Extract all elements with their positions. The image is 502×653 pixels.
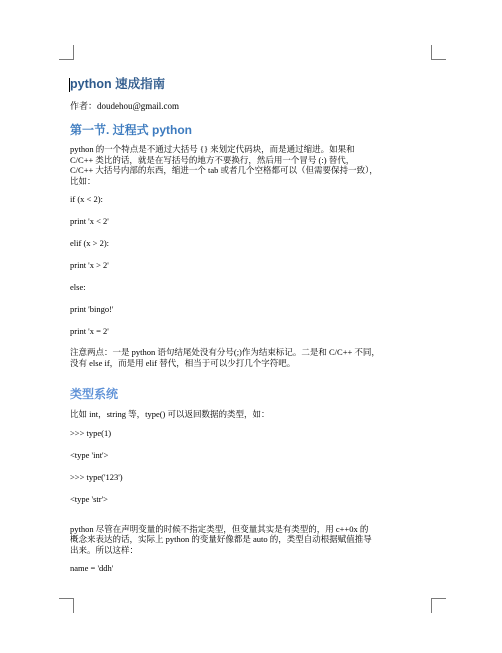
code-line: >>> type(1): [70, 427, 112, 438]
code-line: >>> type('123'): [70, 471, 123, 482]
section2-para-line: 出来。所以这样：: [70, 544, 139, 555]
section1-intro-line: C/C++ 大括号内部的东西，缩进一个 tab 或者几个空格都可以（但需要保持一致），: [70, 165, 378, 175]
code-line: print 'x = 2': [70, 326, 109, 336]
section2-intro: 比如 int，string 等，type() 可以返回数据的类型，如：: [70, 409, 270, 419]
code-line: if (x < 2):: [70, 194, 103, 204]
code-line: print 'x < 2': [70, 216, 109, 226]
crop-mark-bottom-right: [431, 598, 446, 613]
section1-intro-line: C/C++ 类比的话，就是在写括号的地方不要换行，然后用一个冒号 (:) 替代，: [70, 154, 355, 165]
code-line: <type 'int'>: [70, 449, 109, 460]
section1-intro-line: 比如：: [70, 175, 96, 186]
code-line: print 'bingo!': [70, 304, 114, 314]
section1-heading: 第一节. 过程式 python: [70, 123, 192, 137]
blank-line: [70, 515, 440, 524]
section2-heading: 类型系统: [70, 387, 119, 401]
section1-note-line: 注意两点：一是 python 语句结尾处没有分号(;)作为结束标记。二是和 C/C++ 不同，: [70, 347, 380, 357]
section2-paragraph: [70, 524, 440, 556]
crop-mark-top-right: [431, 45, 446, 60]
code-line: name = 'ddh': [70, 563, 114, 573]
author-line: 作者：doudehou@gmail.com: [70, 101, 180, 111]
section1-note-line: 没有 else if，而是用 elif 替代，相当于可以少打几个字符吧。: [70, 357, 296, 368]
code-line: elif (x > 2):: [70, 238, 110, 248]
code-line: <type 'str'>: [70, 493, 108, 504]
crop-mark-bottom-left: [59, 598, 74, 613]
section2-para-line: python 尽管在声明变量的时候不指定类型，但变量其实是有类型的，用 c++0x 的: [70, 523, 369, 534]
section1-intro: [70, 144, 440, 186]
document-body[interactable]: [70, 76, 440, 584]
code-line: print 'x > 2': [70, 260, 109, 270]
document-title: python 速成指南: [70, 77, 166, 91]
crop-mark-top-left: [59, 45, 74, 60]
section2-para-line: 概念来表达的话，实际上 python 的变量好像都是 auto 的，类型自动根据赋值推导: [70, 534, 372, 544]
code-line: else:: [70, 282, 86, 292]
section1-intro-line: python 的一个特点是不通过大括号 {} 来划定代码块，而是通过缩进。如果和: [70, 144, 355, 154]
section1-note: [70, 347, 440, 368]
